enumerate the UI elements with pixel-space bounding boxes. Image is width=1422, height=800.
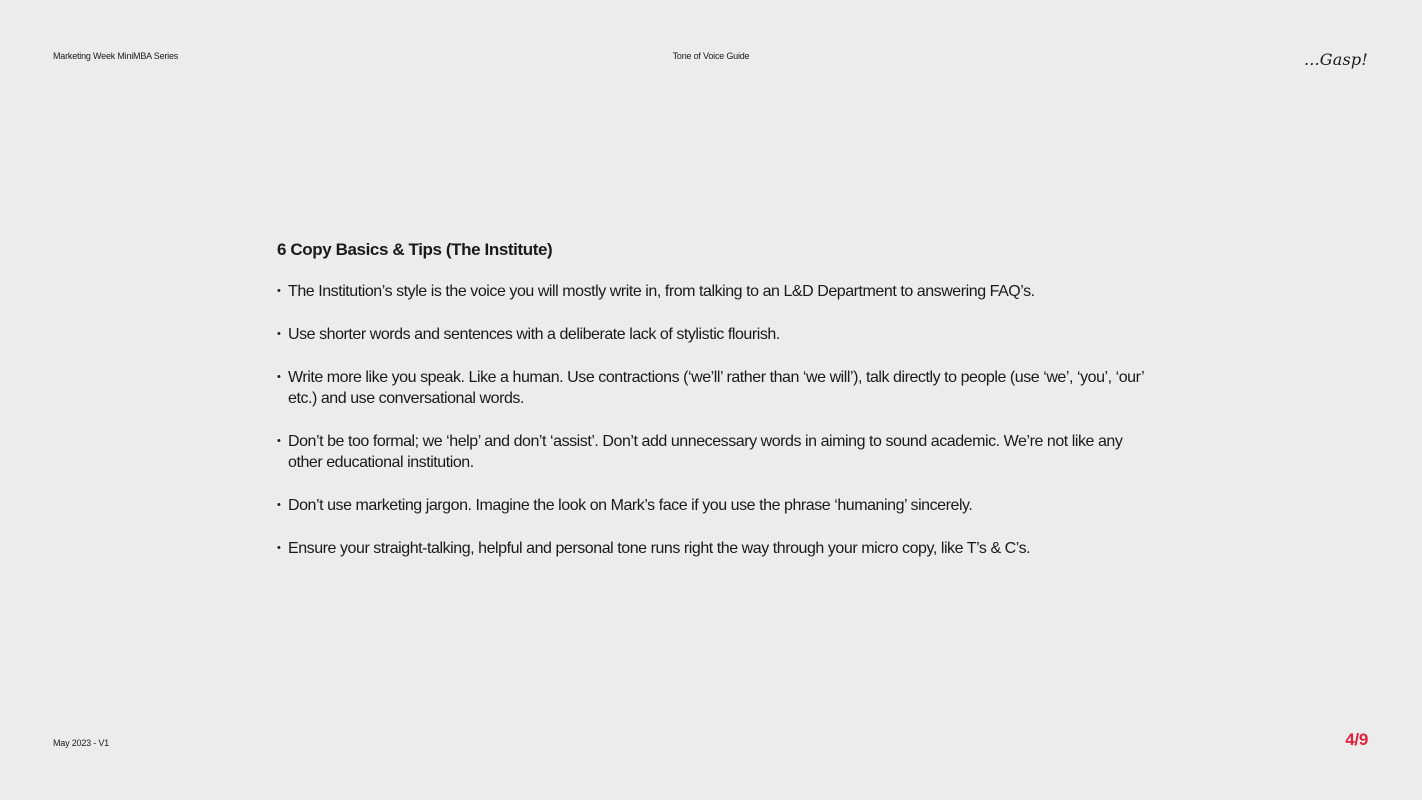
tip-item: • Don’t be too formal; we ‘help’ and don’t ‘assist’. Don’t add unnecessary words in aiming to sound academic. We’re not like any other educational institution. [277, 431, 1157, 473]
series-label: Marketing Week MiniMBA Series [53, 51, 179, 61]
brand-logo: ...Gasp! [1303, 50, 1368, 69]
main-content [277, 239, 1157, 581]
tip-item: • Don’t use marketing jargon. Imagine the look on Mark’s face if you use the phrase ‘humaning’ sincerely. [277, 495, 1157, 516]
tip-item: • The Institution’s style is the voice you will mostly write in, from talking to an L&D Department to answering FAQ’s. [277, 281, 1157, 302]
tips-list [277, 281, 1157, 559]
tip-item: • Ensure your straight-talking, helpful and personal tone runs right the way through your micro copy, like T’s & C’s. [277, 538, 1157, 559]
document-title: Tone of Voice Guide [672, 51, 750, 61]
page-number: 4/9 [1345, 730, 1368, 749]
section-title: 6 Copy Basics & Tips (The Institute) [277, 240, 553, 259]
version-label: May 2023 - V1 [53, 738, 109, 748]
tip-item: • Use shorter words and sentences with a deliberate lack of stylistic flourish. [277, 324, 1157, 345]
tip-item: • Write more like you speak. Like a human. Use contractions (‘we’ll’ rather than ‘we will’), talk directly to people (use ‘we’, ‘you’, ‘our’ etc.) and use conversational words. [277, 367, 1157, 409]
